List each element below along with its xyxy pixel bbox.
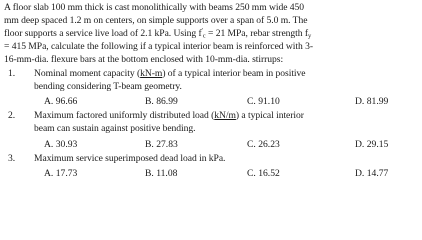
question-2-number: 2. — [8, 110, 16, 121]
question-1-choice-c: C. 91.10 — [247, 96, 280, 107]
question-3-choice-b: B. 11.08 — [145, 168, 178, 179]
fc-subscript: c — [202, 32, 206, 40]
statement-line-3-start: floor supports a service live load of 2.1 kPa. Using f — [4, 28, 202, 39]
question-1-unit: kN-m — [140, 68, 163, 79]
question-2-unit: kN/m — [214, 110, 236, 121]
question-1-text — [34, 68, 306, 80]
question-3-choice-c: C. 16.52 — [247, 168, 280, 179]
statement-line-4: = 415 MPa, calculate the following if a typical interior beam is reinforced with 3- — [4, 41, 313, 52]
question-2-choice-c: C. 26.23 — [247, 139, 280, 150]
question-3-text: Maximum service superimposed dead load in kPa. — [34, 153, 226, 164]
statement-line-1: A floor slab 100 mm thick is cast monolithically with beams 250 mm wide 450 — [4, 2, 305, 13]
statement-line-3 — [4, 28, 311, 40]
question-2-text-a: Maximum factored uniformly distributed load ( — [34, 110, 215, 121]
question-2-text-b: ) a typical interior — [235, 110, 304, 121]
question-1-text-a: Nominal moment capacity ( — [34, 68, 141, 79]
fy-subscript: y — [308, 32, 312, 40]
question-3-choice-d: D. 14.77 — [355, 168, 389, 179]
question-2-choice-a: A. 30.93 — [44, 139, 78, 150]
statement-line-3-mid: = 21 MPa, rebar strength f — [205, 28, 309, 39]
fc-prime: ' — [201, 26, 203, 34]
question-1-text-line-2: bending considering T-beam geometry. — [34, 81, 182, 92]
question-2-text-line-2: beam can sustain against positive bending. — [34, 123, 196, 134]
question-1-number: 1. — [8, 68, 16, 79]
statement-line-2: mm deep spaced 1.2 m on centers, on simple supports over a span of 5.0 m. The — [4, 15, 308, 26]
question-2-choice-d: D. 29.15 — [355, 139, 389, 150]
question-2-text — [34, 110, 304, 122]
question-1-text-b: ) of a typical interior beam in positive — [162, 68, 306, 79]
question-3-choice-a: A. 17.73 — [44, 168, 78, 179]
question-3-number: 3. — [8, 153, 16, 164]
question-1-choice-b: B. 86.99 — [145, 96, 178, 107]
question-2-choice-b: B. 27.83 — [145, 139, 178, 150]
statement-line-5: 16-mm-dia. flexure bars at the bottom enclosed with 10-mm-dia. stirrups: — [4, 54, 284, 65]
question-1-choice-d: D. 81.99 — [355, 96, 389, 107]
question-1-choice-a: A. 96.66 — [44, 96, 78, 107]
